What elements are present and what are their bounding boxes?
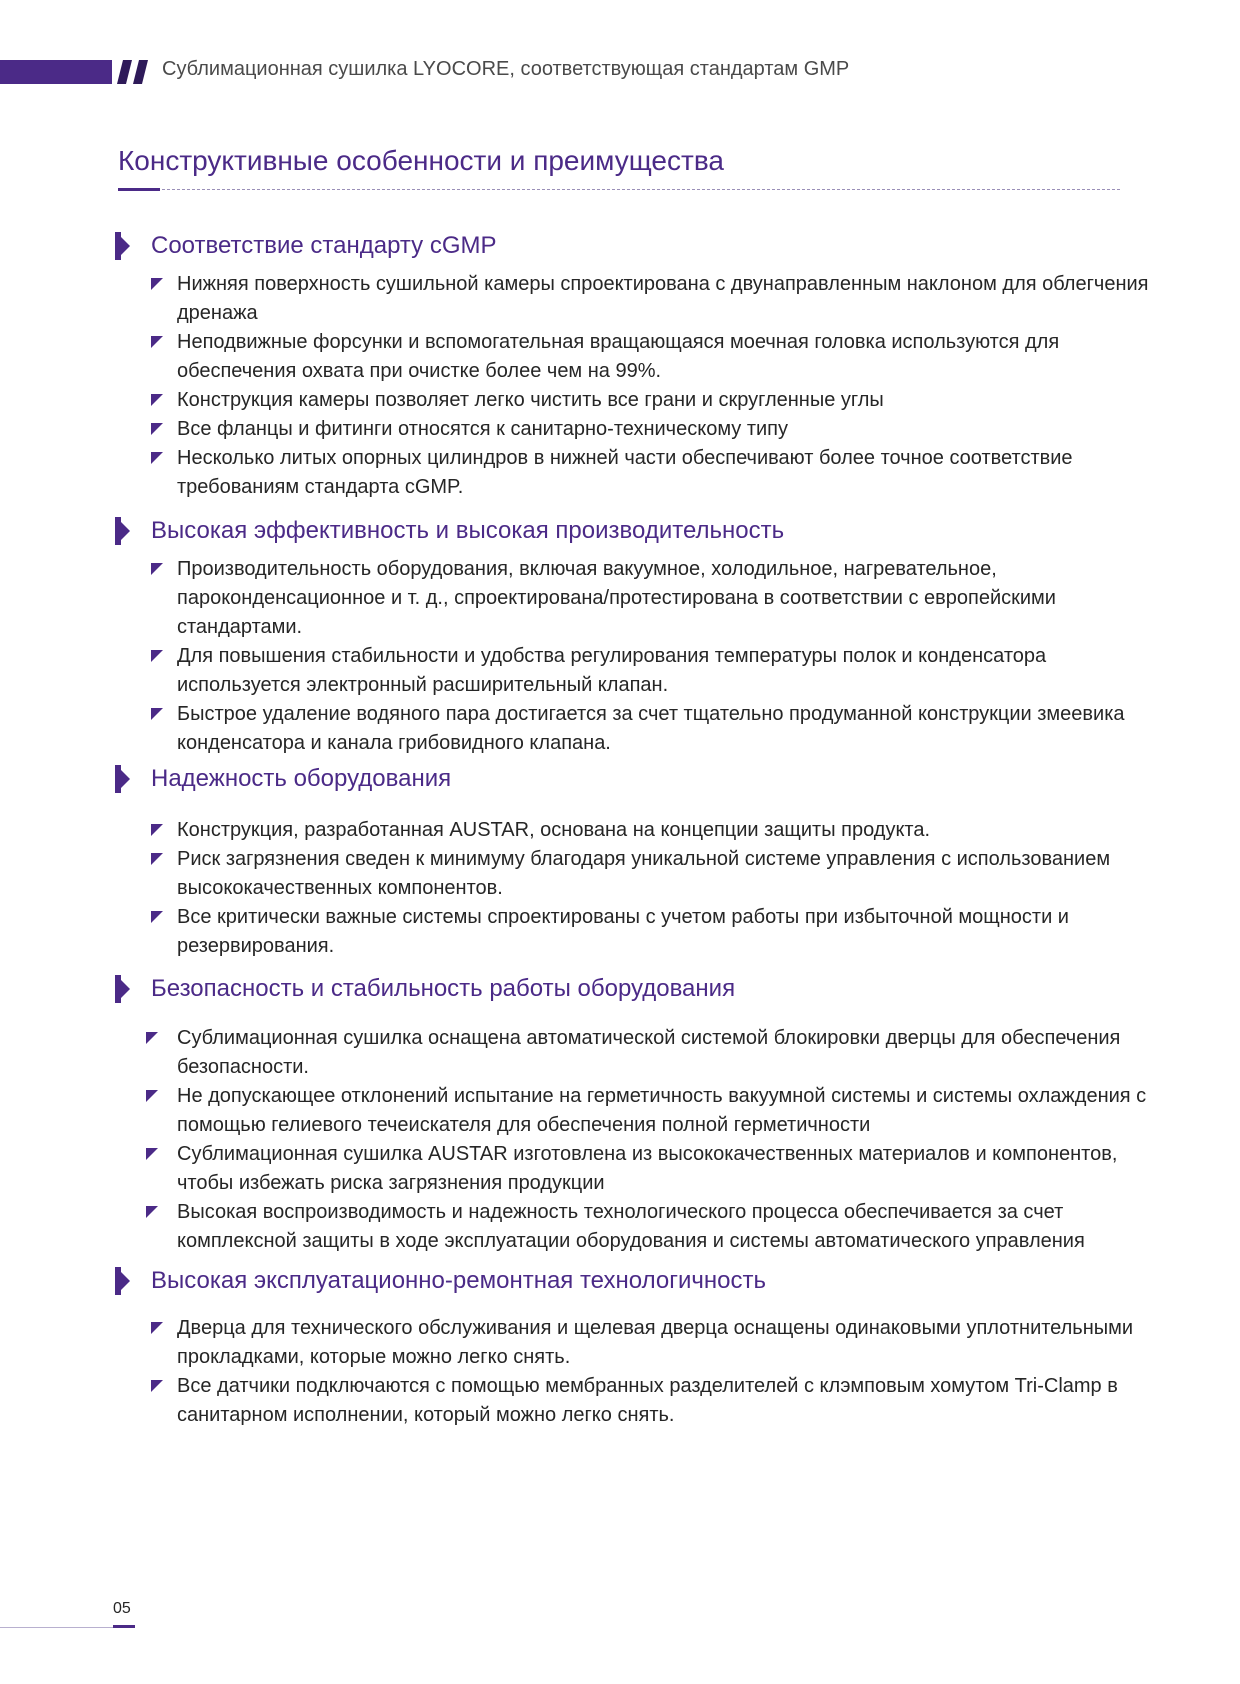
section-title: Высокая эффективность и высокая производительность xyxy=(151,517,785,544)
section-marker-icon xyxy=(115,1267,131,1295)
section-title: Соответствие стандарту cGMP xyxy=(151,232,497,259)
triangle-bullet-icon xyxy=(146,1206,158,1218)
page-title: Конструктивные особенности и преимущества xyxy=(118,145,724,176)
list-item: Несколько литых опорных цилиндров в нижней части обеспечивают более точное соответствие требованиям стандарта cGMP. xyxy=(177,444,1155,502)
triangle-bullet-icon xyxy=(146,1090,158,1102)
header-slash-mark xyxy=(133,60,148,84)
section-maintainability xyxy=(115,1264,1155,1430)
triangle-bullet-icon xyxy=(151,1322,163,1334)
page-number-underline xyxy=(113,1625,135,1628)
page-number: 05 xyxy=(113,1600,131,1617)
section-title: Высокая эксплуатационно-ремонтная технологичность xyxy=(151,1267,766,1294)
title-dashed-divider xyxy=(162,189,1120,190)
section-title: Надежность оборудования xyxy=(151,765,452,792)
list-item: Все фланцы и фитинги относятся к санитарно-техническому типу xyxy=(177,415,1155,444)
section-title: Безопасность и стабильность работы оборудования xyxy=(151,975,736,1002)
list-item: Для повышения стабильности и удобства регулирования температуры полок и конденсатора используется электронный расширительный клапан. xyxy=(177,642,1155,700)
list-item: Быстрое удаление водяного пара достигается за счет тщательно продуманной конструкции змеевика конденсатора и канала грибовидного клапана. xyxy=(177,700,1155,758)
triangle-bullet-icon xyxy=(151,423,163,435)
list-item: Производительность оборудования, включая вакуумное, холодильное, нагревательное, пароконденсационное и т. д., спроектирована/протестирована в соответствии с европейскими стандартами. xyxy=(177,555,1155,642)
section-reliability xyxy=(115,762,1155,961)
section-cgmp xyxy=(115,229,1155,502)
triangle-bullet-icon xyxy=(151,394,163,406)
header-slash-mark xyxy=(117,60,132,84)
section-marker-icon xyxy=(115,232,131,260)
triangle-bullet-icon xyxy=(151,650,163,662)
section-safety xyxy=(115,972,1155,1256)
list-item: Дверца для технического обслуживания и щелевая дверца оснащены одинаковыми уплотнительными прокладками, которые можно легко снять. xyxy=(177,1314,1155,1372)
triangle-bullet-icon xyxy=(151,824,163,836)
list-item: Все критически важные системы спроектированы с учетом работы при избыточной мощности и резервирования. xyxy=(177,903,1155,961)
footer-divider xyxy=(0,1627,115,1628)
triangle-bullet-icon xyxy=(151,708,163,720)
triangle-bullet-icon xyxy=(151,853,163,865)
header-bar xyxy=(0,60,112,84)
list-item: Риск загрязнения сведен к минимуму благодаря уникальной системе управления с использованием высококачественных компонентов. xyxy=(177,845,1155,903)
list-item: Все датчики подключаются с помощью мембранных разделителей с клэмповым хомутом Tri-Clamp в санитарном исполнении, который можно легко снять. xyxy=(177,1372,1155,1430)
triangle-bullet-icon xyxy=(151,911,163,923)
title-underline xyxy=(118,188,160,191)
section-marker-icon xyxy=(115,975,131,1003)
triangle-bullet-icon xyxy=(151,278,163,290)
triangle-bullet-icon xyxy=(151,336,163,348)
triangle-bullet-icon xyxy=(146,1032,158,1044)
triangle-bullet-icon xyxy=(151,452,163,464)
list-item: Не допускающее отклонений испытание на герметичность вакуумной системы и системы охлаждения с помощью гелиевого течеискателя для обеспечения полной герметичности xyxy=(177,1082,1155,1140)
list-item: Высокая воспроизводимость и надежность технологического процесса обеспечивается за счет комплексной защиты в ходе эксплуатации оборудования и системы автоматического управления xyxy=(177,1198,1155,1256)
triangle-bullet-icon xyxy=(146,1148,158,1160)
list-item: Неподвижные форсунки и вспомогательная вращающаяся моечная головка используются для обеспечения охвата при очистке более чем на 99%. xyxy=(177,328,1155,386)
section-efficiency xyxy=(115,514,1155,758)
list-item: Конструкция, разработанная AUSTAR, основана на концепции защиты продукта. xyxy=(177,816,1155,845)
list-item: Сублимационная сушилка AUSTAR изготовлена из высококачественных материалов и компонентов, чтобы избежать риска загрязнения продукции xyxy=(177,1140,1155,1198)
section-marker-icon xyxy=(115,765,131,793)
header-title: Сублимационная сушилка LYOCORE, соответствующая стандартам GMP xyxy=(162,58,850,80)
list-item: Сублимационная сушилка оснащена автоматической системой блокировки дверцы для обеспечения безопасности. xyxy=(177,1024,1155,1082)
list-item: Нижняя поверхность сушильной камеры спроектирована с двунаправленным наклоном для облегчения дренажа xyxy=(177,270,1155,328)
section-marker-icon xyxy=(115,517,131,545)
list-item: Конструкция камеры позволяет легко чистить все грани и скругленные углы xyxy=(177,386,1155,415)
triangle-bullet-icon xyxy=(151,1380,163,1392)
triangle-bullet-icon xyxy=(151,563,163,575)
